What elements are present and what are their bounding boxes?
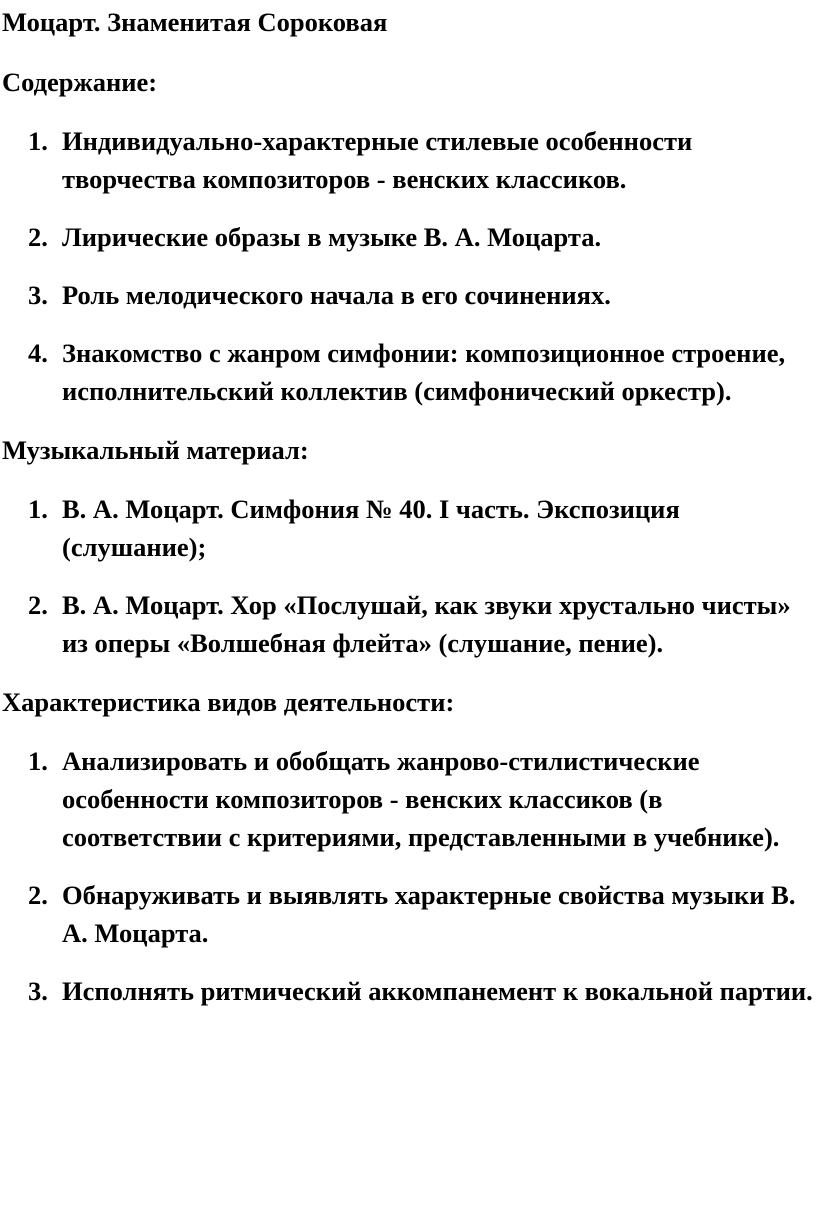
section-heading-music-material: Музыкальный материал: (2, 435, 309, 465)
list-item-number: 2. (28, 590, 48, 620)
list-item-text: Исполнять ритмический аккомпанемент к вокальной партии. (62, 976, 813, 1006)
list-item-text: В. А. Моцарт. Симфония № 40. I часть. Экспозиция (слушание); (62, 494, 680, 562)
activities-list (0, 742, 816, 1010)
list-item (0, 490, 816, 566)
list-item (0, 972, 816, 1010)
list-item-text: Роль мелодического начала в его сочинениях. (62, 280, 611, 310)
list-item-number: 1. (28, 494, 48, 524)
list-item-number: 3. (28, 280, 48, 310)
list-item-number: 4. (28, 338, 48, 368)
list-item-number: 1. (28, 746, 48, 776)
list-item-text: Анализировать и обобщать жанрово-стилистические особенности композиторов - венских классиков (в соответствии с критериями, представленными в учебнике). (62, 746, 780, 852)
list-item-number: 2. (28, 222, 48, 252)
section-music-material (0, 431, 816, 662)
music-material-list (0, 490, 816, 662)
list-item-number: 2. (28, 880, 48, 910)
list-item-text: Обнаруживать и выявлять характерные свойства музыки В. А. Моцарта. (62, 880, 796, 948)
list-item (0, 876, 816, 952)
list-item (0, 276, 816, 314)
list-item-number: 3. (28, 976, 48, 1006)
list-item (0, 122, 816, 198)
section-activities (0, 683, 816, 1010)
list-item-number: 1. (28, 126, 48, 156)
section-heading-activities: Характеристика видов деятельности: (2, 687, 455, 717)
list-item (0, 218, 816, 256)
section-heading-content: Содержание: (2, 67, 158, 97)
list-item-text: В. А. Моцарт. Хор «Послушай, как звуки хрустально чисты» из оперы «Волшебная флейта» (слушание, пение). (62, 590, 791, 658)
list-item (0, 586, 816, 662)
list-item-text: Знакомство с жанром симфонии: композиционное строение, исполнительский коллектив (симфонический оркестр). (62, 338, 786, 406)
list-item (0, 334, 816, 410)
section-content (0, 63, 816, 410)
list-item-text: Лирические образы в музыке В. А. Моцарта. (62, 222, 602, 252)
list-item (0, 742, 816, 856)
document-title: Моцарт. Знаменитая Сороковая (2, 7, 388, 37)
list-item-text: Индивидуально-характерные стилевые особенности творчества композиторов - венских классиков. (62, 126, 693, 194)
content-list (0, 122, 816, 410)
